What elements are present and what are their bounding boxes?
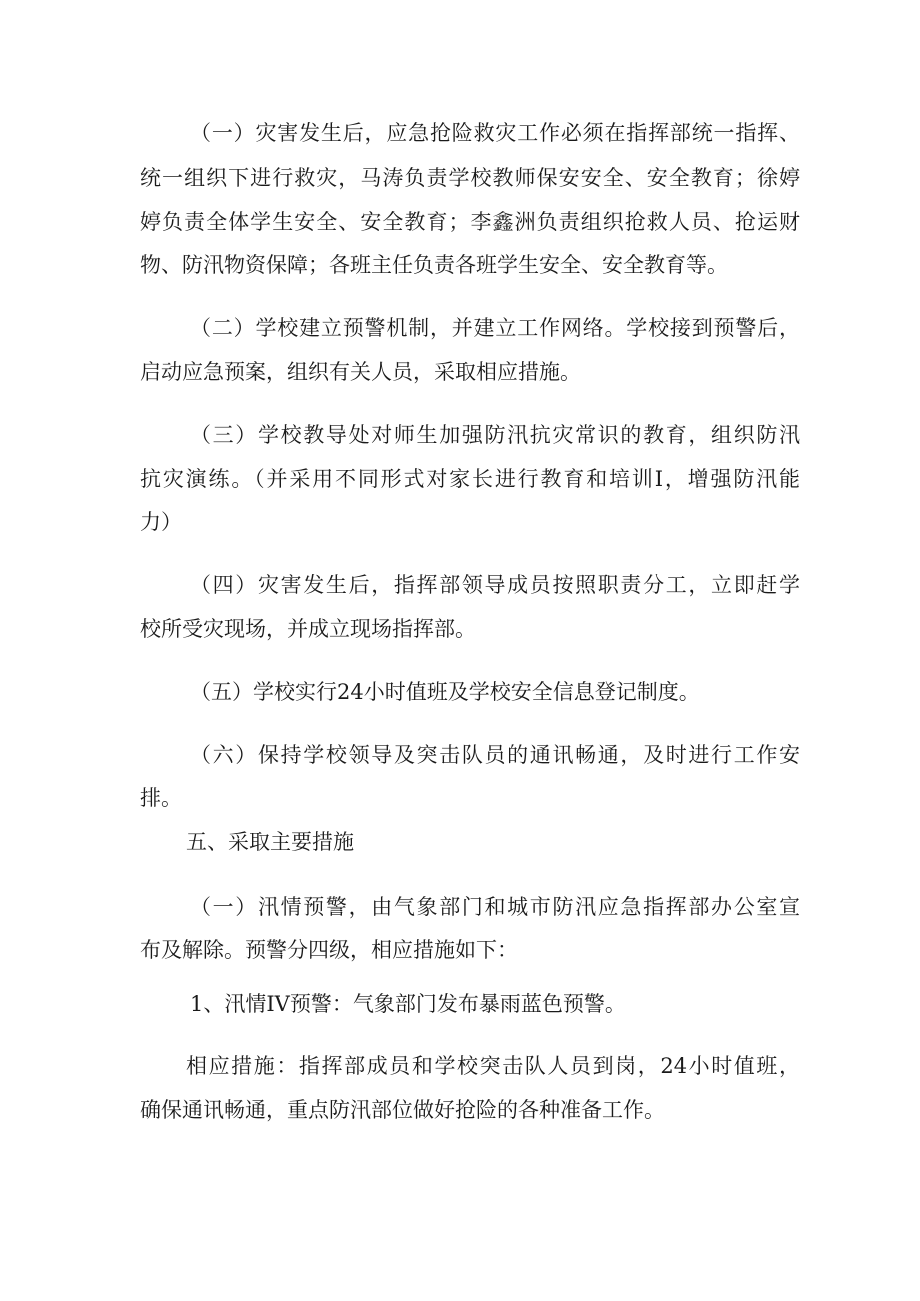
paragraph-3-line-3: 力） — [140, 510, 182, 534]
paragraph-2-line-1: （二）学校建立预警机制，并建立工作网络。学校接到预警后， — [190, 316, 800, 340]
paragraph-9-line-2: 确保通讯畅通，重点防汛部位做好抢险的各种准备工作。 — [140, 1098, 665, 1122]
paragraph-5-line-1: （五）学校实行24小时值班及学校安全信息登记制度。 — [190, 680, 700, 704]
paragraph-4-line-1: （四）灾害发生后，指挥部领导成员按照职责分工，立即赶学 — [190, 573, 800, 597]
paragraph-8-line-1: 1、汛情IV预警：气象部门发布暴雨蓝色预警。 — [190, 992, 626, 1016]
paragraph-3-line-2: 抗灾演练。（并采用不同形式对家长进行教育和培训I，增强防汛能 — [140, 467, 800, 491]
paragraph-6-line-1: （六）保持学校领导及突击队员的通讯畅通，及时进行工作安 — [190, 743, 800, 767]
paragraph-1-line-2: 统一组织下进行救灾，马涛负责学校教师保安安全、安全教育；徐婷 — [140, 166, 800, 190]
paragraph-6-line-2: 排。 — [140, 786, 182, 810]
paragraph-1-line-4: 物、防汛物资保障；各班主任负责各班学生安全、安全教育等。 — [140, 253, 728, 277]
paragraph-2-line-2: 启动应急预案，组织有关人员，采取相应措施。 — [140, 360, 581, 384]
paragraph-1-line-1: （一）灾害发生后，应急抢险救灾工作必须在指挥部统一指挥、 — [190, 121, 800, 145]
section-heading-5: 五、采取主要措施 — [186, 830, 354, 854]
paragraph-9-line-1: 相应措施：指挥部成员和学校突击队人员到岗，24小时值班， — [186, 1054, 800, 1078]
paragraph-4-line-2: 校所受灾现场，并成立现场指挥部。 — [140, 617, 476, 641]
paragraph-1-line-3: 婷负责全体学生安全、安全教育；李鑫洲负责组织抢救人员、抢运财 — [140, 210, 800, 234]
paragraph-3-line-1: （三）学校教导处对师生加强防汛抗灾常识的教育，组织防汛 — [190, 423, 800, 447]
paragraph-7-line-2: 布及解除。预警分四级，相应措施如下： — [140, 938, 518, 962]
paragraph-7-line-1: （一）汛情预警，由气象部门和城市防汛应急指挥部办公室宣 — [190, 895, 800, 919]
